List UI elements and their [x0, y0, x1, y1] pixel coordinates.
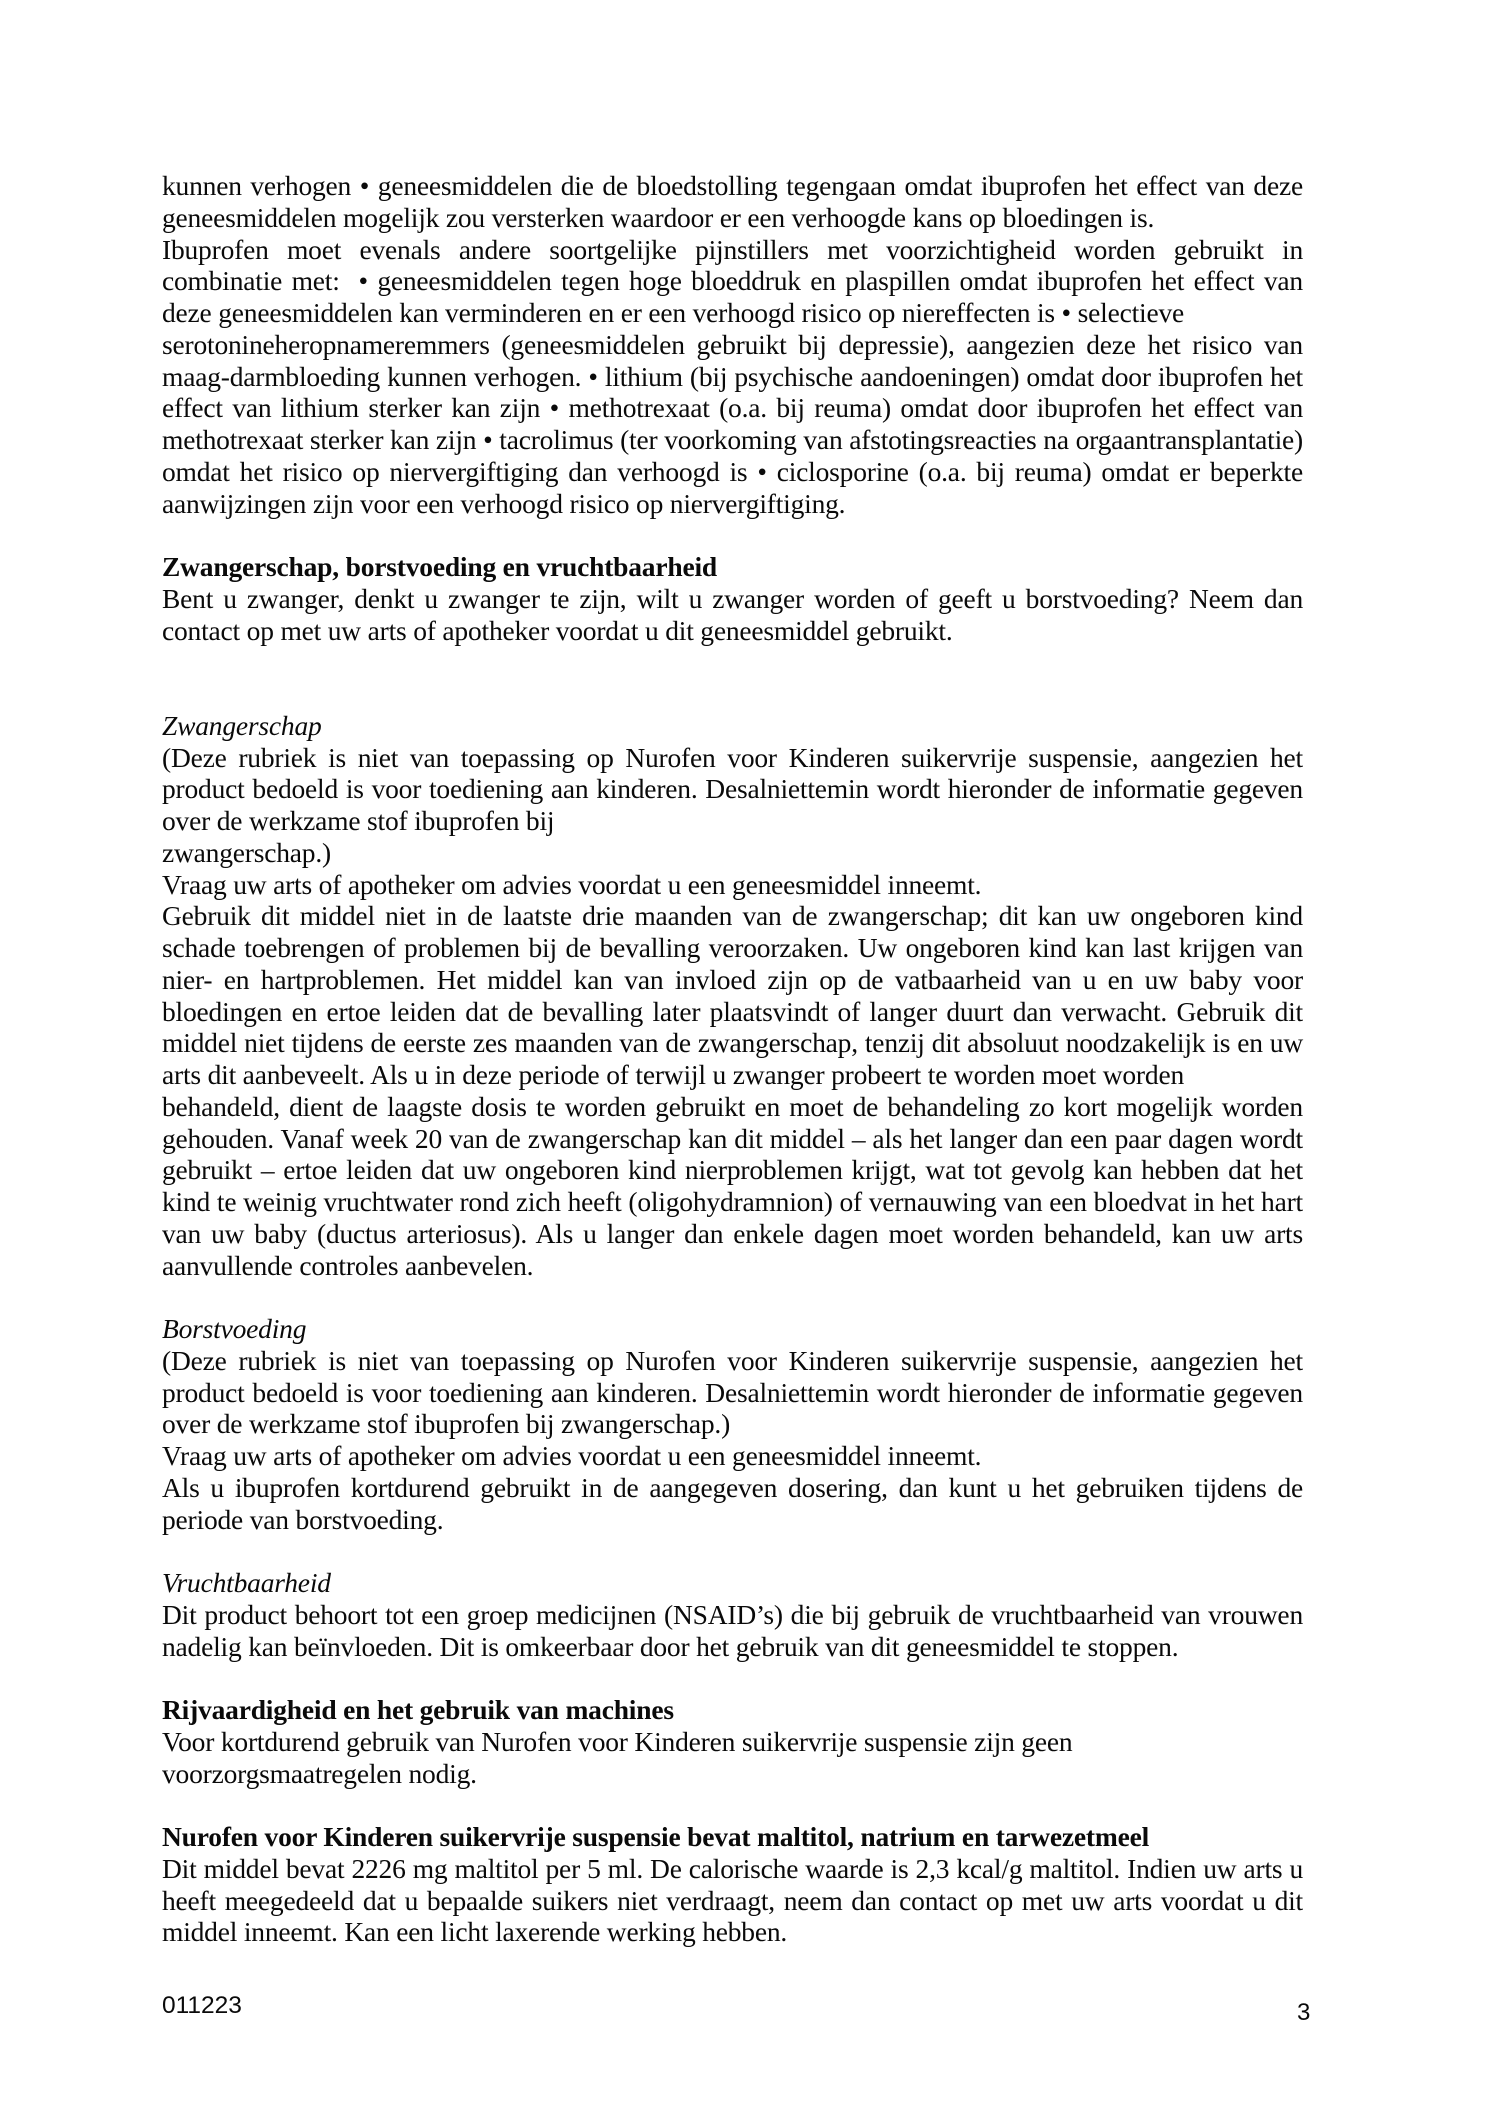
text-line: Gebruik dit middel niet in de laatste drie maanden van de zwangerschap; dit kan uw ongeboren kind	[162, 900, 1303, 932]
text-line: zwangerschap.)	[162, 836, 331, 868]
text-line: nadelig kan beïnvloeden. Dit is omkeerbaar door het gebruik van dit geneesmiddel te stoppen.	[162, 1630, 1179, 1662]
blank-line	[162, 646, 1303, 678]
text-line: over de werkzame stof ibuprofen bij	[162, 805, 555, 836]
text-line: voorzorgsmaatregelen nodig.	[162, 1757, 477, 1789]
text-line: Bent u zwanger, denkt u zwanger te zijn, wilt u zwanger worden of geeft u borstvoeding? Neem dan	[162, 582, 1303, 614]
text-line: product bedoeld is voor toediening aan kinderen. Desalniettemin wordt hieronder de informatie gegeven	[162, 773, 1303, 805]
text-line: middel niet tijdens de eerste zes maanden van de zwangerschap, tenzij dit absoluut noodzakelijk is en uw	[162, 1027, 1303, 1059]
text-line: kind te weinig vruchtwater rond zich heeft (oligohydramnion) of vernauwing van een bloedvat in het hart	[162, 1186, 1303, 1217]
text-line: geneesmiddelen mogelijk zou versterken waardoor er een verhoogde kans op bloedingen is.	[162, 201, 1155, 233]
text-line: Borstvoeding	[162, 1313, 307, 1344]
text-line: product bedoeld is voor toediening aan kinderen. Desalniettemin wordt hieronder de informatie gegeven	[162, 1376, 1303, 1408]
text-line: Zwangerschap	[162, 709, 322, 741]
text-line: aanwijzingen zijn voor een verhoogd risico op niervergiftiging.	[162, 487, 846, 519]
text-line: Vraag uw arts of apotheker om advies voordat u een geneesmiddel inneemt.	[162, 868, 982, 900]
blank-line	[162, 1789, 1303, 1821]
blank-line	[162, 519, 1303, 551]
text-line: gehouden. Vanaf week 20 van de zwangerschap kan dit middel – als het langer dan een paar dagen wordt	[162, 1122, 1303, 1154]
text-line: deze geneesmiddelen kan verminderen en er een verhoogd risico op niereffecten is • selectieve	[162, 297, 1185, 328]
text-line: (Deze rubriek is niet van toepassing op Nurofen voor Kinderen suikervrije suspensie, aangezien het	[162, 1344, 1303, 1376]
blank-line	[162, 1281, 1303, 1313]
text-line: schade toebrengen of problemen bij de bevalling veroorzaken. Uw ongeboren kind kan last krijgen van	[162, 932, 1303, 963]
document-lines	[162, 170, 1303, 1948]
text-line: nier- en hartproblemen. Het middel kan van invloed zijn op de vatbaarheid van u en uw baby voor	[162, 963, 1303, 995]
text-line: Nurofen voor Kinderen suikervrije suspensie bevat maltitol, natrium en tarwezetmeel	[162, 1821, 1150, 1852]
text-line: aanvullende controles aanbevelen.	[162, 1249, 534, 1281]
text-line: behandeld, dient de laagste dosis te worden gebruikt en moet de behandeling zo kort mogelijk worden	[162, 1090, 1303, 1122]
blank-line	[162, 1662, 1303, 1694]
text-line: serotonineheropnameremmers (geneesmiddelen gebruikt bij depressie), aangezien deze het risico van	[162, 328, 1303, 360]
text-line: kunnen verhogen • geneesmiddelen die de bloedstolling tegengaan omdat ibuprofen het effect van deze	[162, 170, 1303, 201]
text-line: maag-darmbloeding kunnen verhogen. • lithium (bij psychische aandoeningen) omdat door ibuprofen het	[162, 360, 1303, 392]
text-line: effect van lithium sterker kan zijn • methotrexaat (o.a. bij reuma) omdat door ibuprofen het effect van	[162, 392, 1303, 424]
text-line: Dit middel bevat 2226 mg maltitol per 5 ml. De calorische waarde is 2,3 kcal/g maltitol. Indien uw arts u	[162, 1852, 1303, 1884]
text-line: gebruikt – ertoe leiden dat uw ongeboren kind nierproblemen krijgt, wat tot gevolg kan hebben dat het	[162, 1154, 1303, 1186]
text-line: methotrexaat sterker kan zijn • tacrolimus (ter voorkoming van afstotingsreacties na orgaantransplantatie)	[162, 424, 1303, 455]
text-line: over de werkzame stof ibuprofen bij zwangerschap.)	[162, 1408, 731, 1440]
text-line: Vruchtbaarheid	[162, 1567, 331, 1598]
text-line: bloedingen en ertoe leiden dat de bevalling later plaatsvindt of langer duurt dan verwacht. Gebruik dit	[162, 995, 1303, 1027]
text-line: (Deze rubriek is niet van toepassing op Nurofen voor Kinderen suikervrije suspensie, aangezien het	[162, 741, 1303, 773]
text-line: Als u ibuprofen kortdurend gebruikt in de aangegeven dosering, dan kunt u het gebruiken tijdens de	[162, 1471, 1303, 1503]
blank-line	[162, 678, 1303, 710]
text-line: arts dit aanbeveelt. Als u in deze periode of terwijl u zwanger probeert te worden moet worden	[162, 1059, 1184, 1090]
text-line: contact op met uw arts of apotheker voordat u dit geneesmiddel gebruikt.	[162, 614, 953, 646]
text-line: Voor kortdurend gebruik van Nurofen voor Kinderen suikervrije suspensie zijn geen	[162, 1725, 1073, 1757]
footer-page-number: 3	[1297, 1999, 1311, 2026]
blank-line	[162, 1535, 1303, 1567]
text-line: combinatie met: • geneesmiddelen tegen hoge bloeddruk en plaspillen omdat ibuprofen het effect van	[162, 265, 1303, 297]
text-line: periode van borstvoeding.	[162, 1503, 444, 1535]
text-line: heeft meegedeeld dat u bepaalde suikers niet verdraagt, neem dan contact op met uw arts voordat u dit	[162, 1884, 1303, 1916]
footer-document-code: 011223	[162, 1992, 242, 2019]
text-line: van uw baby (ductus arteriosus). Als u langer dan enkele dagen moet worden behandeld, kan uw arts	[162, 1217, 1303, 1249]
text-line: omdat het risico op niervergiftiging dan verhoogd is • ciclosporine (o.a. bij reuma) omdat er beperkte	[162, 455, 1303, 487]
text-line: Rijvaardigheid en het gebruik van machines	[162, 1694, 674, 1725]
text-line: middel inneemt. Kan een licht laxerende werking hebben.	[162, 1916, 788, 1948]
text-line: Zwangerschap, borstvoeding en vruchtbaarheid	[162, 551, 717, 582]
text-line: Vraag uw arts of apotheker om advies voordat u een geneesmiddel inneemt.	[162, 1440, 982, 1471]
text-line: Ibuprofen moet evenals andere soortgelijke pijnstillers met voorzichtigheid worden gebruikt in	[162, 233, 1303, 265]
text-line: Dit product behoort tot een groep medicijnen (NSAID’s) die bij gebruik de vruchtbaarheid van vrouwen	[162, 1598, 1303, 1630]
